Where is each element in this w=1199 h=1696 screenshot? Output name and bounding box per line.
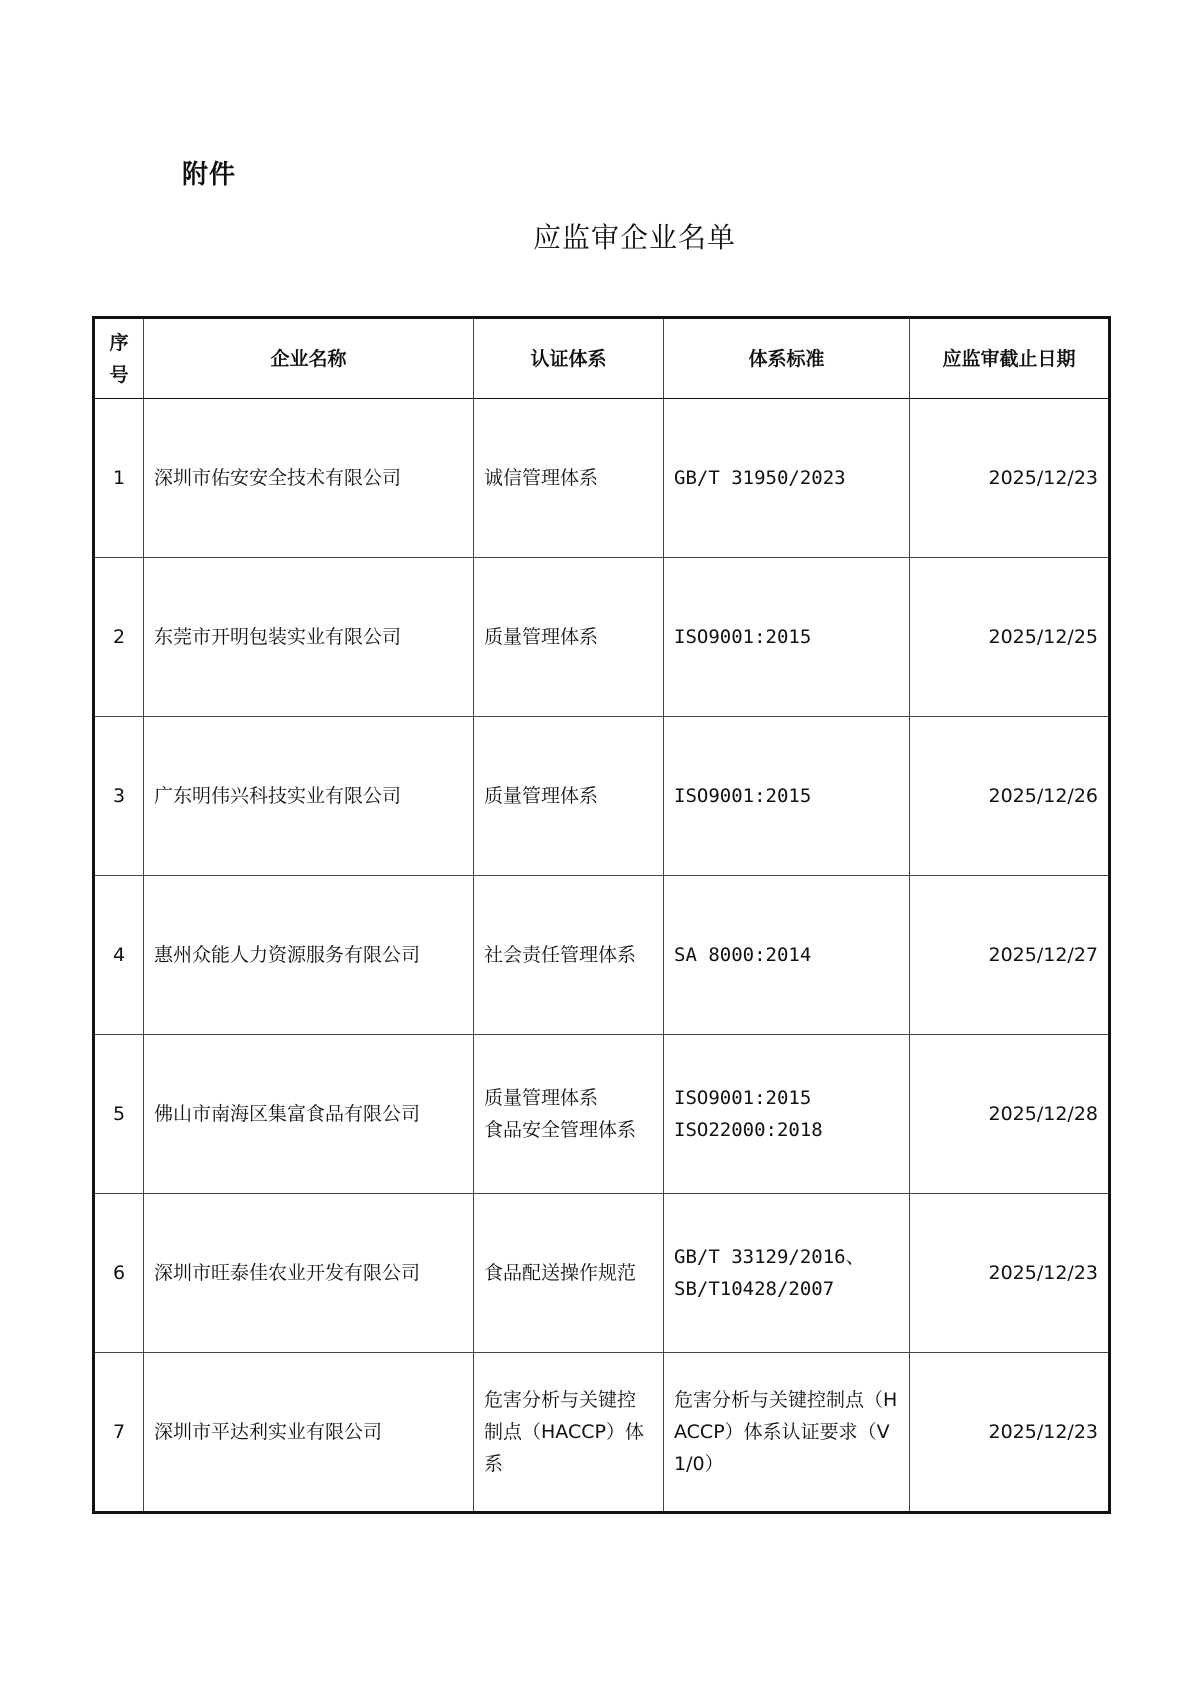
company-name: 深圳市佑安安全技术有限公司 [144,399,474,558]
row-index: 2 [94,558,144,717]
standard-line: GB/T 31950/2023 [674,467,846,489]
standard-line: ISO9001:2015 [674,626,812,648]
certification-system [474,1353,664,1513]
system-standard [664,399,910,558]
company-name: 东莞市开明包装实业有限公司 [144,558,474,717]
standard-line: ISO9001:2015 [674,785,812,807]
audit-deadline: 2025/12/23 [910,1353,1110,1513]
system-standard [664,1194,910,1353]
header-text: 序 [109,331,129,354]
row-index: 7 [94,1353,144,1513]
column-header-system: 认证体系 [474,318,664,399]
company-name: 惠州众能人力资源服务有限公司 [144,876,474,1035]
certification-system [474,717,664,876]
system-line: 社会责任管理体系 [484,944,637,966]
table-row [94,399,1110,558]
company-name: 深圳市平达利实业有限公司 [144,1353,474,1513]
row-index: 4 [94,876,144,1035]
table-row [94,558,1110,717]
standard-line: ISO9001:2015 [674,1087,812,1109]
audit-company-table [92,316,1111,1514]
column-header-company: 企业名称 [144,318,474,399]
column-header-index [94,318,144,399]
table-row [94,1353,1110,1513]
company-name: 广东明伟兴科技实业有限公司 [144,717,474,876]
row-index: 1 [94,399,144,558]
company-name: 佛山市南海区集富食品有限公司 [144,1035,474,1194]
audit-deadline: 2025/12/26 [910,717,1110,876]
column-header-deadline: 应监审截止日期 [910,318,1110,399]
system-standard [664,558,910,717]
table-header-row [94,318,1110,399]
system-line: 食品配送操作规范 [484,1262,637,1284]
row-index: 3 [94,717,144,876]
certification-system [474,1035,664,1194]
audit-deadline: 2025/12/27 [910,876,1110,1035]
column-header-standard: 体系标准 [664,318,910,399]
table-row [94,1194,1110,1353]
table-row [94,1035,1110,1194]
standard-line: SB/T10428/2007 [674,1278,835,1300]
attachment-label: 附件 [182,160,237,190]
table-row [94,876,1110,1035]
system-line: 质量管理体系 [484,1087,599,1109]
system-line: 食品安全管理体系 [484,1119,637,1141]
standard-line: SA 8000:2014 [674,944,812,966]
audit-deadline: 2025/12/23 [910,399,1110,558]
certification-system [474,558,664,717]
system-standard [664,717,910,876]
system-line: 质量管理体系 [484,785,599,807]
page-title: 应监审企业名单 [532,221,736,254]
standard-line: ISO22000:2018 [674,1119,823,1141]
system-standard [664,876,910,1035]
audit-deadline: 2025/12/25 [910,558,1110,717]
standard-line: GB/T 33129/2016、 [674,1246,865,1268]
table-row [94,717,1110,876]
audit-deadline: 2025/12/23 [910,1194,1110,1353]
audit-deadline: 2025/12/28 [910,1035,1110,1194]
certification-system [474,876,664,1035]
system-line: 诚信管理体系 [484,467,599,489]
row-index: 5 [94,1035,144,1194]
certification-system [474,1194,664,1353]
system-line: 质量管理体系 [484,626,599,648]
certification-system [474,399,664,558]
company-name: 深圳市旺泰佳农业开发有限公司 [144,1194,474,1353]
system-line: 危害分析与关键控制点（HACCP）体系 [484,1389,644,1475]
system-standard [664,1035,910,1194]
header-text: 号 [109,363,129,386]
system-standard [664,1353,910,1513]
standard-line: 危害分析与关键控制点（HACCP）体系认证要求（V1/0） [674,1389,898,1475]
row-index: 6 [94,1194,144,1353]
